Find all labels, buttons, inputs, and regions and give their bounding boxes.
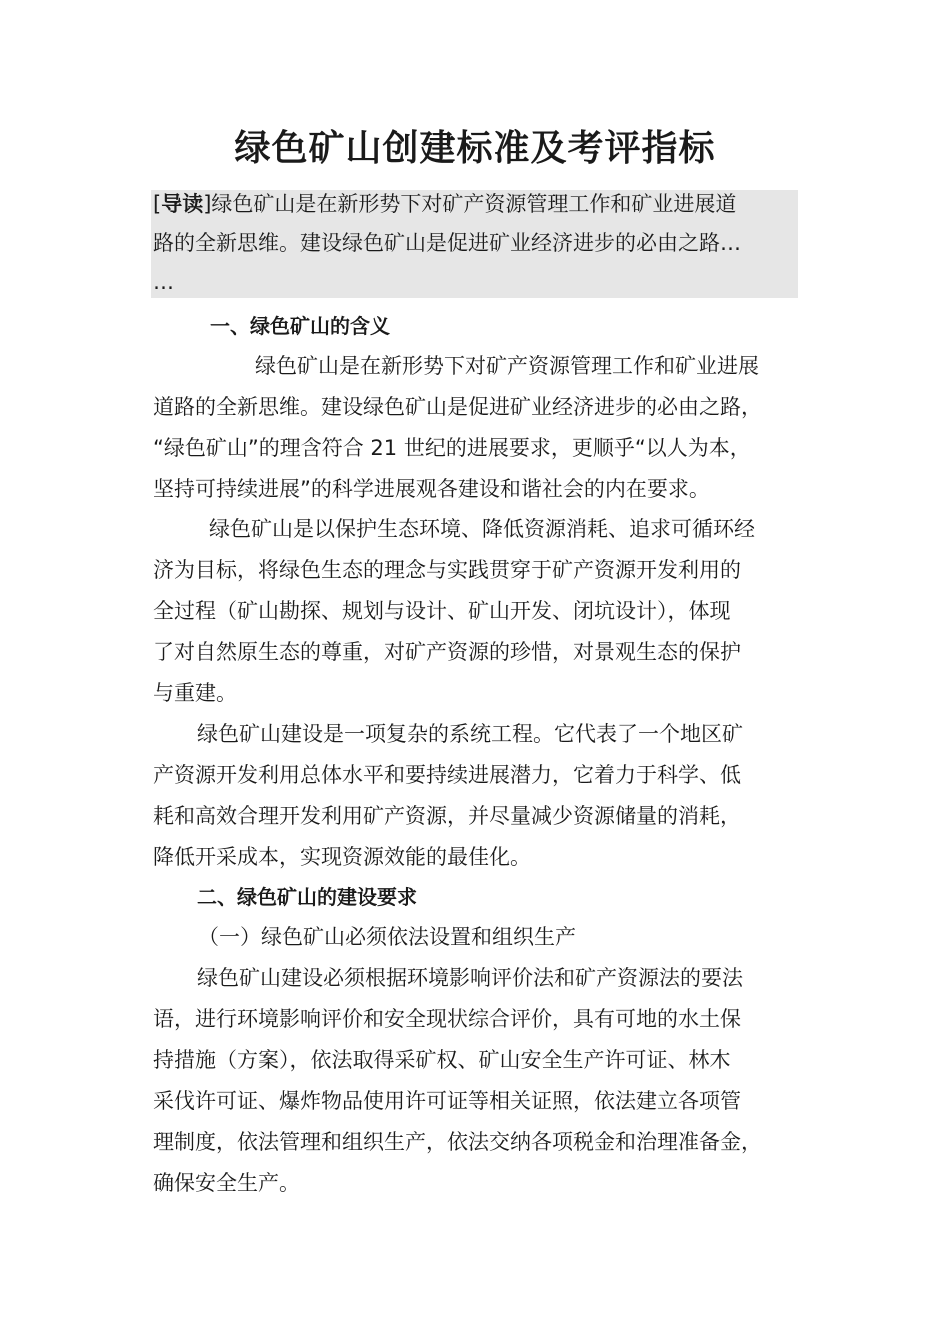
paragraph-line: 绿色矿山建设是一项复杂的系统工程。它代表了一个地区矿 xyxy=(197,722,743,746)
paragraph-line: 济为目标，将绿色生态的理念与实践贯穿于矿产资源开发利用的 xyxy=(153,558,741,582)
paragraph-line: 理制度，依法管理和组织生产，依法交纳各项税金和治理准备金， xyxy=(153,1130,762,1154)
paragraph-line: 绿色矿山建设必须根据环境影响评价法和矿产资源法的要法 xyxy=(197,966,743,990)
intro-line-2: 路的全新思维。建设绿色矿山是促进矿业经济进步的必由之路… xyxy=(153,231,741,255)
paragraph-line: 持措施（方案），依法取得采矿权、矿山安全生产许可证、林木 xyxy=(153,1048,731,1072)
paragraph-line: “绿色矿山”的理含符合 21 世纪的进展要求，更顺乎“以人为本， xyxy=(153,436,751,460)
paragraph-line: 语，进行环境影响评价和安全现状综合评价，具有可地的水土保 xyxy=(153,1007,741,1031)
paragraph-line: 与重建。 xyxy=(153,681,237,705)
section-1-heading: 一、绿色矿山的含义 xyxy=(210,314,390,338)
paragraph-line: 全过程（矿山勘探、规划与设计、矿山开发、闭坑设计），体现 xyxy=(153,599,731,623)
intro-line-1: 绿色矿山是在新形势下对矿产资源管理工作和矿业进展道 xyxy=(211,192,737,216)
intro-summary xyxy=(153,185,803,302)
intro-line-3: … xyxy=(153,270,174,294)
paragraph-line: 降低开采成本，实现资源效能的最佳化。 xyxy=(153,845,531,869)
paragraph-line: 产资源开发利用总体水平和要持续进展潜力，它着力于科学、低 xyxy=(153,763,741,787)
section-2-heading: 二、绿色矿山的建设要求 xyxy=(197,885,417,909)
document-title: 绿色矿山创建标准及考评指标 xyxy=(234,128,716,169)
intro-label: 导读 xyxy=(161,192,204,216)
paragraph-line: 绿色矿山是在新形势下对矿产资源管理工作和矿业进展 xyxy=(255,354,759,378)
paragraph-line: 坚持可持续进展”的科学进展观各建设和谐社会的内在要求。 xyxy=(153,477,710,501)
intro-bracket-open: [ xyxy=(153,192,162,216)
paragraph-line: 确保安全生产。 xyxy=(153,1171,300,1195)
paragraph-line: 耗和高效合理开发利用矿产资源，并尽量减少资源储量的消耗， xyxy=(153,804,741,828)
intro-bracket-close: ] xyxy=(203,192,212,216)
paragraph-line: 道路的全新思维。建设绿色矿山是促进矿业经济进步的必由之路， xyxy=(153,395,762,419)
paragraph-line: 采伐许可证、爆炸物品使用许可证等相关证照，依法建立各项管 xyxy=(153,1089,741,1113)
paragraph-line: 了对自然原生态的尊重，对矿产资源的珍惜，对景观生态的保护 xyxy=(153,640,741,664)
paragraph-line: 绿色矿山是以保护生态环境、降低资源消耗、追求可循环经 xyxy=(209,517,755,541)
subsection-heading: （一）绿色矿山必须依法设置和组织生产 xyxy=(198,925,576,949)
